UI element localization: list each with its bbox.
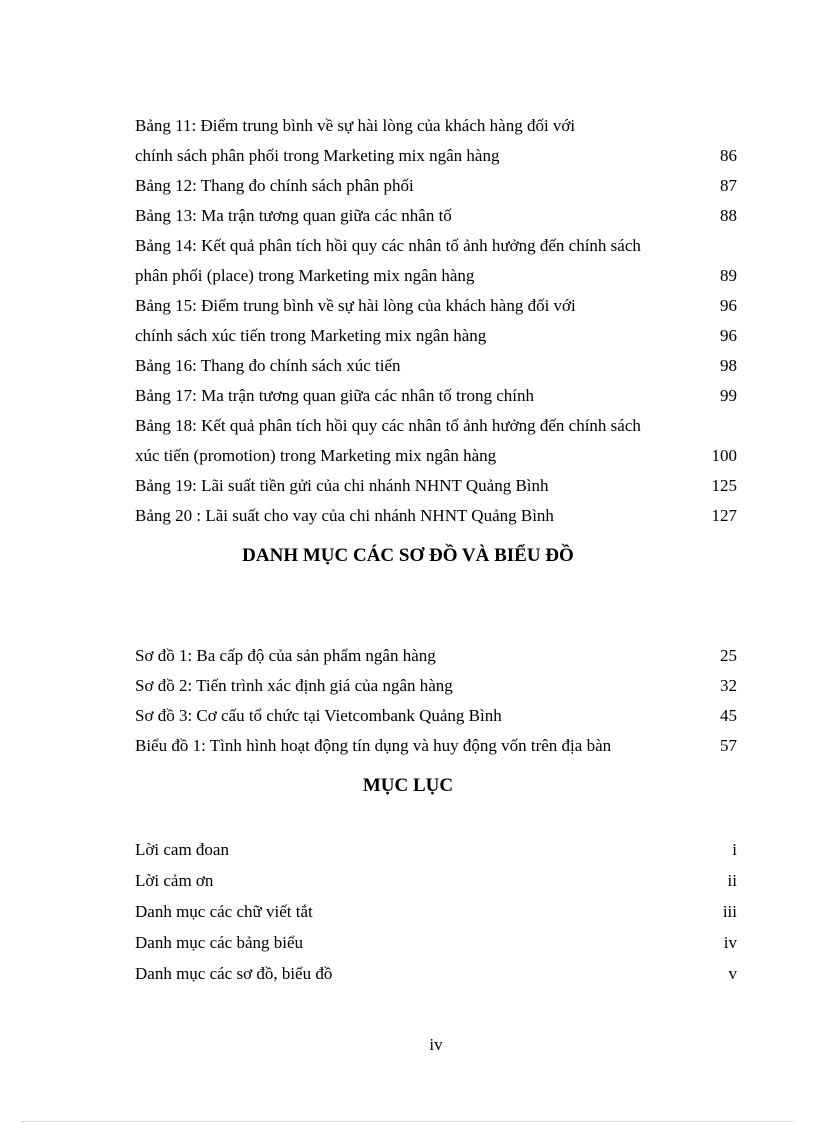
entry-page: 127 <box>711 506 737 525</box>
entry-page: iv <box>723 933 737 952</box>
table-entry <box>135 201 737 231</box>
page-bottom-rule <box>22 1121 794 1122</box>
entry-page: 45 <box>720 706 737 725</box>
table-entry <box>135 261 737 291</box>
table-entry <box>135 291 737 321</box>
entry-title: Bảng 18: Kết quả phân tích hồi quy các nhân tố ảnh hưởng đến chính sách <box>135 416 641 435</box>
entry-title: Lời cam đoan <box>135 840 229 859</box>
entry-page: 87 <box>720 176 737 195</box>
entry-title: Lời cảm ơn <box>135 871 214 890</box>
entry-page: 125 <box>711 476 737 495</box>
entry-page: v <box>728 964 737 983</box>
entry-title: Bảng 13: Ma trận tương quan giữa các nhân tố <box>135 206 452 225</box>
entry-title: Sơ đồ 3: Cơ cấu tổ chức tại Vietcombank Quảng Bình <box>135 706 502 725</box>
entry-title: Biểu đồ 1: Tình hình hoạt động tín dụng và huy động vốn trên địa bàn <box>135 736 612 755</box>
entry-page: i <box>732 840 737 859</box>
entry-title: Bảng 16: Thang đo chính sách xúc tiến <box>135 356 401 375</box>
entry-page: iii <box>722 902 737 921</box>
table-entry <box>135 411 737 441</box>
entry-title: chính sách phân phối trong Marketing mix ngân hàng <box>135 146 500 165</box>
entry-title: Bảng 17: Ma trận tương quan giữa các nhân tố trong chính <box>135 386 534 405</box>
toc-entry <box>135 866 737 896</box>
table-entry <box>135 441 737 471</box>
diagrams-heading: DANH MỤC CÁC SƠ ĐỒ VÀ BIỂU ĐỒ <box>242 545 574 566</box>
entry-title: Bảng 11: Điểm trung bình về sự hài lòng của khách hàng đối với <box>135 116 576 135</box>
toc-entry <box>135 959 737 989</box>
table-entry <box>135 111 737 141</box>
entry-page: ii <box>727 871 737 890</box>
entry-page: 89 <box>720 266 737 285</box>
entry-page: 86 <box>720 146 737 165</box>
table-entry <box>135 321 737 351</box>
diagram-entry <box>135 641 737 671</box>
entry-page: 32 <box>720 676 737 695</box>
table-entry <box>135 231 737 261</box>
entry-title: chính sách xúc tiến trong Marketing mix ngân hàng <box>135 326 487 345</box>
entry-title: Sơ đồ 1: Ba cấp độ của sản phẩm ngân hàng <box>135 646 436 665</box>
entry-title: Danh mục các chữ viết tắt <box>135 902 313 921</box>
entry-page: 96 <box>720 326 737 345</box>
entry-page: 99 <box>720 386 737 405</box>
toc-heading: MỤC LỤC <box>362 775 454 796</box>
entry-title: xúc tiến (promotion) trong Marketing mix ngân hàng <box>135 446 497 465</box>
table-entry <box>135 471 737 501</box>
diagram-entry <box>135 671 737 701</box>
entry-title: Bảng 20 : Lãi suất cho vay của chi nhánh NHNT Quảng Bình <box>135 506 554 525</box>
entry-title: Bảng 14: Kết quả phân tích hồi quy các nhân tố ảnh hưởng đến chính sách <box>135 236 641 255</box>
entry-page: 57 <box>720 736 737 755</box>
entry-title: Bảng 15: Điểm trung bình về sự hài lòng của khách hàng đối với <box>135 296 576 315</box>
entry-title: Bảng 19: Lãi suất tiền gửi của chi nhánh NHNT Quảng Bình <box>135 476 549 495</box>
diagram-entry <box>135 701 737 731</box>
table-entry <box>135 351 737 381</box>
entry-page: 100 <box>711 446 737 465</box>
entry-title: Bảng 12: Thang đo chính sách phân phối <box>135 176 414 195</box>
entry-title: Danh mục các sơ đồ, biểu đồ <box>135 964 333 983</box>
page-number: iv <box>429 1035 443 1054</box>
entry-title: Danh mục các bảng biểu <box>135 933 304 952</box>
entry-title: phân phối (place) trong Marketing mix ngân hàng <box>135 266 475 285</box>
table-entry <box>135 171 737 201</box>
table-entry <box>135 501 737 531</box>
entry-page: 25 <box>720 646 737 665</box>
entry-title: Sơ đồ 2: Tiến trình xác định giá của ngân hàng <box>135 676 453 695</box>
toc-entry <box>135 928 737 958</box>
toc-entry <box>135 897 737 927</box>
entry-page: 98 <box>720 356 737 375</box>
table-entry <box>135 141 737 171</box>
entry-page: 96 <box>720 296 737 315</box>
diagram-entry <box>135 731 737 761</box>
entry-page: 88 <box>720 206 737 225</box>
toc-entry <box>135 835 737 865</box>
table-entry <box>135 381 737 411</box>
